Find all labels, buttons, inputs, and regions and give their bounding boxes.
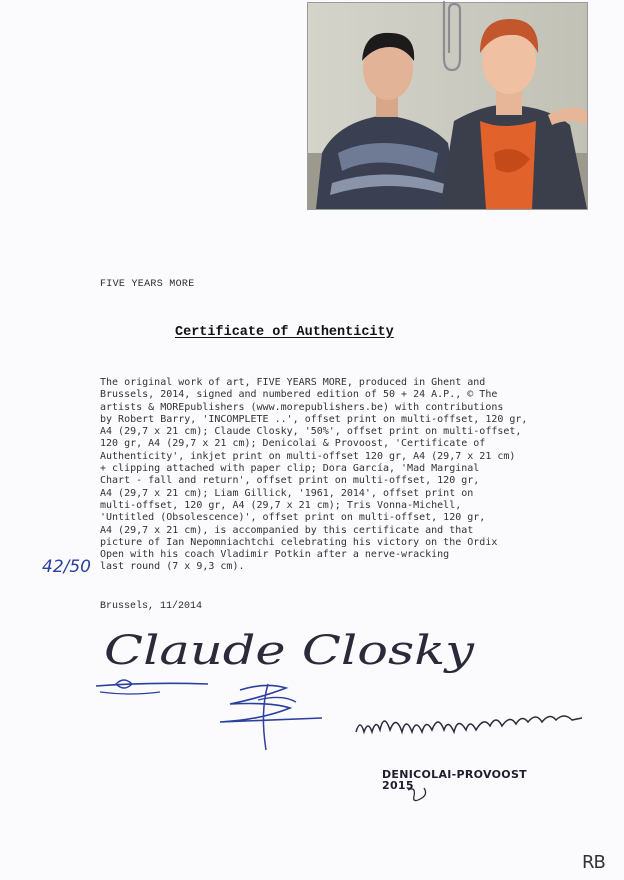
stamp-name: DENICOLAI-PROVOOST [382, 768, 527, 781]
body-line: A4 (29,7 x 21 cm), is accompanied by this certificate and that [100, 524, 474, 536]
certificate-title: Certificate of Authenticity [175, 325, 394, 340]
signature-blue-ink [90, 672, 340, 762]
body-line: Authenticity', inkjet print on multi-offset 120 gr, A4 (29,7 x 21 cm) [100, 450, 516, 462]
series-title: FIVE YEARS MORE [100, 279, 195, 290]
body-line: 120 gr, A4 (29,7 x 21 cm); Denicolai & Provoost, 'Certificate of [100, 438, 486, 450]
place-date: Brussels, 11/2014 [100, 601, 203, 612]
body-line: last round (7 x 9,3 cm). [100, 561, 245, 573]
body-line: by Robert Barry, 'INCOMPLETE ..', offset print on multi-offset, 120 gr, [100, 413, 528, 425]
body-line: picture of Ian Nepomniachtchi celebrating his victory on the Ordix [100, 536, 498, 548]
body-line: + clipping attached with paper clip; Dora García, 'Mad Marginal [100, 463, 480, 475]
body-line: Brussels, 2014, signed and numbered edition of 50 + 24 A.P., © The [100, 389, 498, 401]
edition-number-handwritten [40, 550, 100, 586]
body-line: The original work of art, FIVE YEARS MORE, produced in Ghent and [100, 377, 486, 388]
body-line: artists & MOREpublishers (www.morepublishers.be) with contributions [100, 401, 504, 413]
paper-clip-icon [432, 0, 472, 76]
signature-black-scribble [350, 704, 590, 744]
signature-text: Claude Closky [104, 628, 476, 674]
stamp-year: 2015 [382, 779, 414, 792]
body-line: A4 (29,7 x 21 cm); Liam Gillick, '1961, 2014', offset print on [100, 487, 474, 499]
body-line: Open with his coach Vladimir Potkin after a nerve-wracking [100, 549, 450, 561]
body-line: A4 (29,7 x 21 cm); Claude Closky, '50%', offset print on multi-offset, [100, 426, 522, 438]
body-line: multi-offset, 120 gr, A4 (29,7 x 21 cm); Tris Vonna-Michell, [100, 499, 462, 511]
handwritten-initials: RB [582, 852, 605, 873]
stamp-scribble [404, 784, 432, 806]
body-line: 'Untitled (Obsolescence)', offset print on multi-offset, 120 gr, [100, 512, 486, 524]
edition-number: 42/50 [42, 557, 91, 577]
certificate-body [100, 377, 540, 574]
body-line: Chart - fall and return', offset print on multi-offset, 120 gr, [100, 475, 480, 487]
